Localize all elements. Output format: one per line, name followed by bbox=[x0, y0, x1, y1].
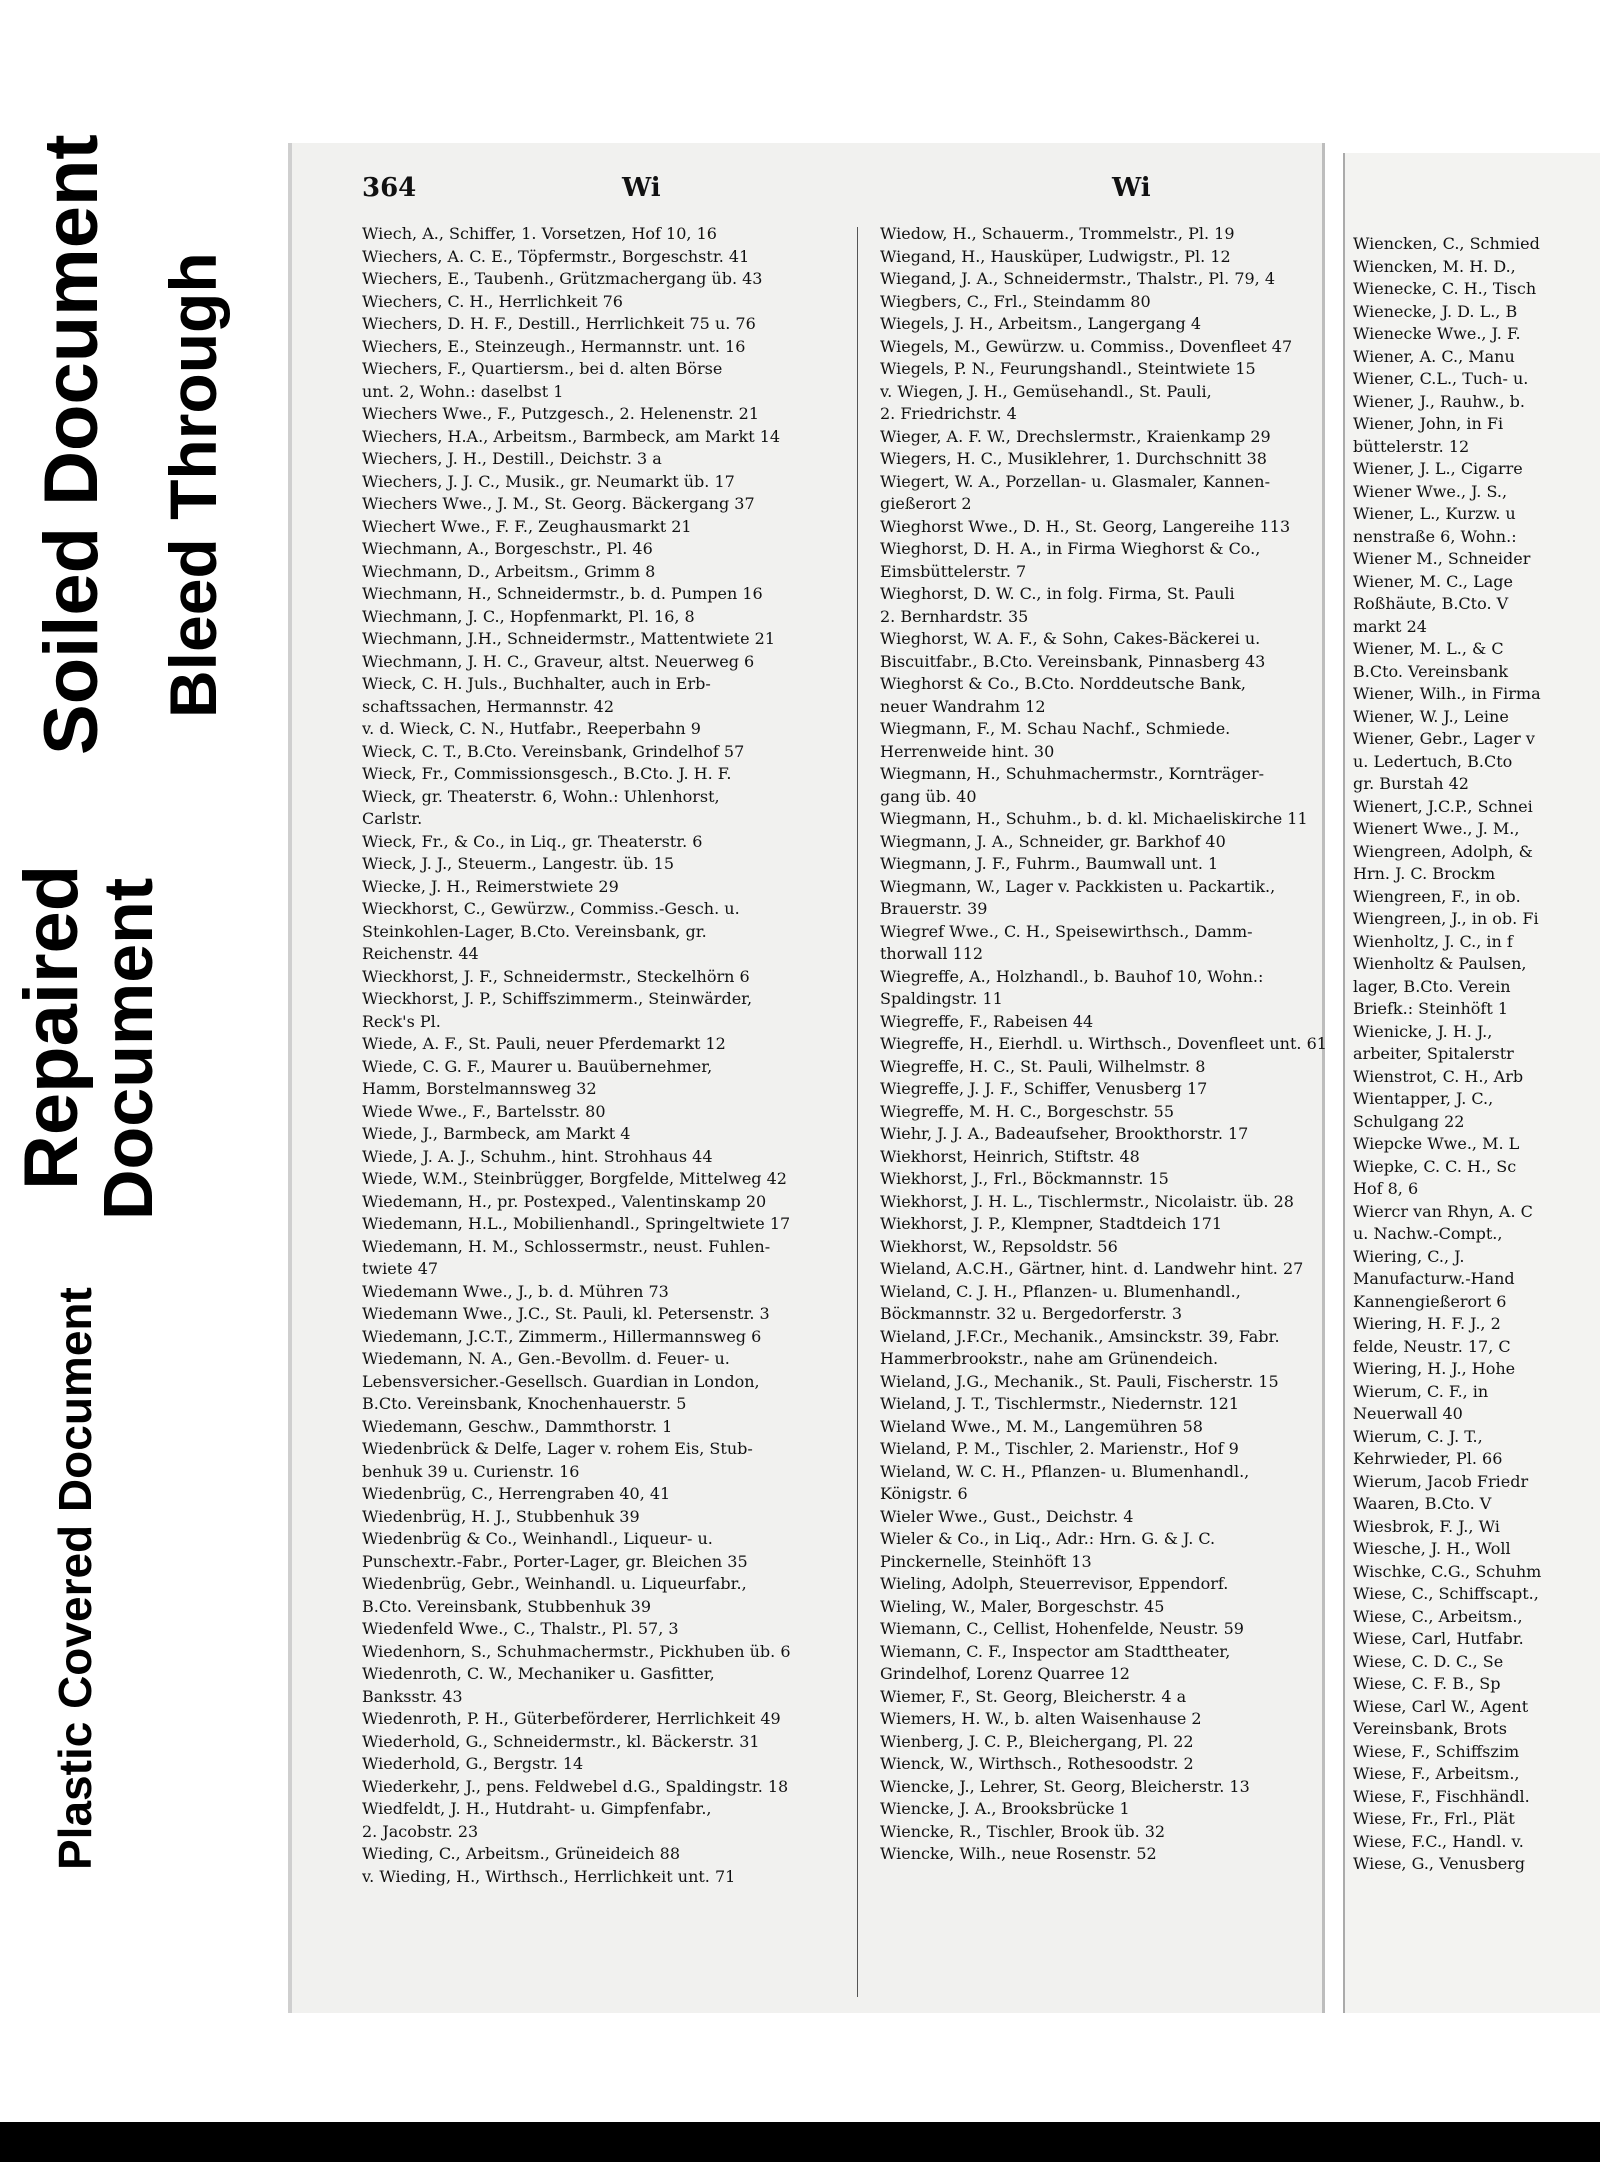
directory-entry-line: Wierum, C. J. T., bbox=[1353, 1426, 1483, 1446]
directory-entry-line: Wiese, Fr., Frl., Plät bbox=[1353, 1809, 1515, 1828]
directory-entry-line: Wieghorst, D. W. C., in folg. Firma, St. Pauli bbox=[880, 584, 1235, 603]
directory-entry-line: Wiekhorst, J., Frl., Böckmannstr. 15 bbox=[880, 1169, 1169, 1188]
directory-entry-line: Wiechers Wwe., F., Putzgesch., 2. Helenenstr. 21 bbox=[362, 404, 760, 423]
scan-bottom-edge bbox=[0, 2122, 1600, 2162]
directory-entry-line: Hrn. J. C. Brockm bbox=[1353, 864, 1496, 883]
directory-entry-line: Wiering, C., J. bbox=[1353, 1246, 1465, 1266]
directory-entry-line: Wiechmann, J. C., Hopfenmarkt, Pl. 16, 8 bbox=[362, 606, 695, 626]
directory-entry-line: Reck's Pl. bbox=[362, 1011, 441, 1031]
directory-entry-line: Wiener, M. C., Lage bbox=[1353, 571, 1513, 591]
directory-entry-line: Wiercr van Rhyn, A. C bbox=[1353, 1201, 1533, 1221]
directory-entry-line: Wiener, W. J., Leine bbox=[1353, 706, 1509, 726]
directory-entry-line: Wiemers, H. W., b. alten Waisenhause 2 bbox=[880, 1709, 1202, 1728]
directory-entry-line: Wiese, G., Venusberg bbox=[1353, 1854, 1526, 1873]
directory-entry-line: Wiegert, W. A., Porzellan- u. Glasmaler, Kannen- bbox=[880, 471, 1270, 491]
directory-entry-line: Wieck, gr. Theaterstr. 6, Wohn.: Uhlenhorst, bbox=[362, 786, 720, 806]
directory-entry-line: Wiengreen, J., in ob. Fi bbox=[1353, 909, 1539, 928]
directory-entry-line: Wiesche, J. H., Woll bbox=[1353, 1539, 1511, 1558]
directory-entry-line: Manufacturw.-Hand bbox=[1353, 1269, 1515, 1288]
directory-entry-line: Wienecke, J. D. L., B bbox=[1353, 301, 1518, 321]
directory-entry-line: v. d. Wieck, C. N., Hutfabr., Reeperbahn 9 bbox=[362, 719, 701, 738]
directory-entry-line: B.Cto. Vereinsbank, Stubbenhuk 39 bbox=[362, 1596, 651, 1616]
directory-entry-line: Wiegref Wwe., C. H., Speisewirthsch., Damm- bbox=[880, 921, 1253, 941]
directory-entry-line: Wiede, A. F., St. Pauli, neuer Pferdemarkt 12 bbox=[362, 1034, 726, 1053]
directory-entry-line: Wiencken, M. H. D., bbox=[1353, 256, 1516, 276]
directory-entry-line: Wiemann, C., Cellist, Hohenfelde, Neustr. 59 bbox=[880, 1619, 1244, 1638]
directory-entry-line: Wieland, P. M., Tischler, 2. Marienstr., Hof 9 bbox=[880, 1439, 1239, 1458]
directory-entry-line: Wieck, Fr., Commissionsgesch., B.Cto. J. H. F. bbox=[362, 764, 732, 783]
directory-entry-line: Wiedenroth, C. W., Mechaniker u. Gasfitter, bbox=[362, 1664, 715, 1683]
directory-entry-line: Hamm, Borstelmannsweg 32 bbox=[362, 1079, 597, 1098]
directory-entry-line: Wiepke, C. C. H., Sc bbox=[1353, 1156, 1517, 1176]
bleed-through-label: Bleed Through bbox=[156, 252, 230, 718]
directory-entry-line: Wiechers Wwe., J. M., St. Georg. Bäckergang 37 bbox=[362, 494, 755, 513]
directory-entry-line: Wiede, C. G. F., Maurer u. Bauübernehmer, bbox=[362, 1056, 713, 1076]
directory-entry-line: Wiegmann, J. F., Fuhrm., Baumwall unt. 1 bbox=[880, 854, 1219, 873]
column-right bbox=[880, 223, 1340, 1866]
directory-entry-line: Kehrwieder, Pl. 66 bbox=[1353, 1449, 1503, 1468]
directory-entry-line: Wiepcke Wwe., M. L bbox=[1353, 1134, 1520, 1153]
directory-entry-line: Wiedemann, N. A., Gen.-Bevollm. d. Feuer- u. bbox=[362, 1349, 730, 1368]
directory-entry-line: Böckmannstr. 32 u. Bergedorferstr. 3 bbox=[880, 1304, 1183, 1323]
directory-entry-line: lager, B.Cto. Verein bbox=[1353, 976, 1511, 996]
directory-entry-line: Wieland, J.F.Cr., Mechanik., Amsinckstr. 39, Fabr. bbox=[880, 1326, 1280, 1346]
directory-entry-line: Wiegmann, H., Schuhm., b. d. kl. Michaeliskirche 11 bbox=[880, 809, 1308, 828]
directory-entry-line: Wiedow, H., Schauerm., Trommelstr., Pl. 19 bbox=[880, 224, 1235, 243]
directory-entry-line: Wiener, M. L., & C bbox=[1353, 639, 1504, 658]
repaired-label-line-2: Document bbox=[89, 877, 167, 1220]
directory-entry-line: Wiener, J. L., Cigarre bbox=[1353, 459, 1523, 478]
directory-entry-line: Lebensversicher.-Gesellsch. Guardian in London, bbox=[362, 1371, 760, 1391]
directory-entry-line: Wiekhorst, J. P., Klempner, Stadtdeich 171 bbox=[880, 1214, 1223, 1233]
directory-entry-line: u. Nachw.-Compt., bbox=[1353, 1224, 1503, 1243]
directory-entry-line: Wieckhorst, J. F., Schneidermstr., Steckelhörn 6 bbox=[362, 966, 750, 986]
directory-entry-line: Hammerbrookstr., nahe am Grünendeich. bbox=[880, 1349, 1219, 1368]
directory-entry-line: Wieling, W., Maler, Borgeschstr. 45 bbox=[880, 1596, 1165, 1616]
directory-entry-line: Wientapper, J. C., bbox=[1353, 1089, 1494, 1108]
directory-entry-line: Wiese, C. F. B., Sp bbox=[1353, 1674, 1501, 1693]
directory-entry-line: Herrenweide hint. 30 bbox=[880, 741, 1055, 761]
directory-entry-line: Wiencke, R., Tischler, Brook üb. 32 bbox=[880, 1821, 1166, 1841]
directory-entry-line: Wiering, H. F. J., 2 bbox=[1353, 1314, 1501, 1333]
directory-entry-line: Wiegels, M., Gewürzw. u. Commiss., Dovenfleet 47 bbox=[880, 336, 1293, 356]
plastic-covered-label: Plastic Covered Document bbox=[49, 1287, 101, 1870]
directory-entry-line: Punschextr.-Fabr., Porter-Lager, gr. Bleichen 35 bbox=[362, 1551, 748, 1571]
directory-entry-line: Wiener, C.L., Tuch- u. bbox=[1353, 369, 1529, 388]
directory-entry-line: Wiedenroth, P. H., Güterbeförderer, Herrlichkeit 49 bbox=[362, 1709, 781, 1728]
directory-entry-line: Wiekhorst, J. H. L., Tischlermstr., Nicolaistr. üb. 28 bbox=[880, 1191, 1294, 1211]
directory-entry-line: Wiegmann, J. A., Schneider, gr. Barkhof 40 bbox=[880, 831, 1226, 851]
directory-entry-line: Wiegreffe, M. H. C., Borgeschstr. 55 bbox=[880, 1101, 1175, 1121]
directory-entry-line: Wiedemann, H., pr. Postexped., Valentinskamp 20 bbox=[362, 1191, 767, 1211]
directory-entry-line: Brauerstr. 39 bbox=[880, 899, 988, 918]
directory-entry-line: Wiederhold, G., Schneidermstr., kl. Bäckerstr. 31 bbox=[362, 1731, 760, 1751]
directory-entry-line: Wiekhorst, W., Repsoldstr. 56 bbox=[880, 1236, 1118, 1256]
directory-entry-line: Briefk.: Steinhöft 1 bbox=[1353, 999, 1509, 1018]
directory-entry-line: Wiechmann, D., Arbeitsm., Grimm 8 bbox=[362, 561, 656, 581]
directory-entry-line: Wieland Wwe., M. M., Langemühren 58 bbox=[880, 1416, 1203, 1436]
directory-entry-line: Wiegreffe, A., Holzhandl., b. Bauhof 10, Wohn.: bbox=[880, 966, 1264, 986]
directory-entry-line: Wienert Wwe., J. M., bbox=[1353, 819, 1520, 838]
directory-entry-line: Spaldingstr. 11 bbox=[880, 989, 1003, 1008]
directory-entry-line: Wiechers, J. H., Destill., Deichstr. 3 a bbox=[362, 449, 662, 468]
directory-entry-line: Wieck, C. H. Juls., Buchhalter, auch in Erb- bbox=[362, 674, 711, 693]
directory-entry-line: Wiencke, Wilh., neue Rosenstr. 52 bbox=[880, 1844, 1157, 1863]
directory-entry-line: nenstraße 6, Wohn.: bbox=[1353, 526, 1517, 546]
directory-entry-line: Carlstr. bbox=[362, 809, 423, 828]
directory-entry-line: arbeiter, Spitalerstr bbox=[1353, 1044, 1514, 1063]
directory-entry-line: twiete 47 bbox=[362, 1259, 439, 1278]
directory-entry-line: Wiesbrok, F. J., Wi bbox=[1353, 1516, 1500, 1536]
directory-entry-line: Wiegreffe, F., Rabeisen 44 bbox=[880, 1011, 1094, 1031]
directory-entry-line: Wiedenbrüg & Co., Weinhandl., Liqueur- u. bbox=[362, 1529, 713, 1548]
directory-entry-line: gr. Burstah 42 bbox=[1353, 774, 1469, 793]
directory-entry-line: Wiedenbrüg, C., Herrengraben 40, 41 bbox=[362, 1484, 671, 1503]
directory-entry-line: Wienholtz & Paulsen, bbox=[1353, 954, 1527, 973]
directory-entry-line: Wiener, L., Kurzw. u bbox=[1353, 504, 1516, 523]
directory-entry-line: Wiechers, D. H. F., Destill., Herrlichkeit 75 u. 76 bbox=[362, 314, 756, 333]
directory-entry-line: Wiener Wwe., J. S., bbox=[1353, 481, 1508, 501]
directory-entry-line: Wischke, C.G., Schuhm bbox=[1353, 1561, 1542, 1581]
directory-entry-line: Wieler Wwe., Gust., Deichstr. 4 bbox=[880, 1506, 1134, 1526]
directory-entry-line: Wieland, W. C. H., Pflanzen- u. Blumenhandl., bbox=[880, 1461, 1250, 1481]
directory-entry-line: Wiegmann, W., Lager v. Packkisten u. Packartik., bbox=[880, 876, 1276, 896]
directory-entry-line: Wiegbers, C., Frl., Steindamm 80 bbox=[880, 291, 1151, 311]
directory-entry-line: Wieckhorst, J. P., Schiffszimmerm., Steinwärder, bbox=[362, 989, 753, 1008]
directory-entry-line: Biscuitfabr., B.Cto. Vereinsbank, Pinnasberg 43 bbox=[880, 651, 1266, 671]
directory-entry-line: Eimsbüttelerstr. 7 bbox=[880, 561, 1027, 581]
directory-entry-line: Neuerwall 40 bbox=[1353, 1404, 1463, 1423]
directory-entry-line: Wiede Wwe., F., Bartelsstr. 80 bbox=[362, 1101, 606, 1121]
directory-entry-line: Wiecke, J. H., Reimerstwiete 29 bbox=[362, 876, 619, 896]
directory-entry-line: 2. Friedrichstr. 4 bbox=[880, 404, 1017, 423]
directory-entry-line: Wiegreffe, H., Eierhdl. u. Wirthsch., Dovenfleet unt. 61 bbox=[880, 1034, 1327, 1053]
directory-entry-line: Wiechmann, A., Borgeschstr., Pl. 46 bbox=[362, 539, 653, 558]
directory-entry-line: Wiegand, J. A., Schneidermstr., Thalstr., Pl. 79, 4 bbox=[880, 269, 1276, 288]
directory-entry-line: Wieck, Fr., & Co., in Liq., gr. Theaterstr. 6 bbox=[362, 831, 703, 851]
directory-entry-line: Wiener, A. C., Manu bbox=[1353, 346, 1515, 366]
directory-entry-line: Wiechers, C. H., Herrlichkeit 76 bbox=[362, 291, 623, 311]
directory-entry-line: Wieck, J. J., Steuerm., Langestr. üb. 15 bbox=[362, 854, 675, 873]
directory-entry-line: Wienecke Wwe., J. F. bbox=[1353, 324, 1521, 343]
directory-entry-line: neuer Wandrahm 12 bbox=[880, 696, 1046, 716]
directory-entry-line: Vereinsbank, Brots bbox=[1353, 1719, 1507, 1738]
directory-entry-line: Wiemer, F., St. Georg, Bleicherstr. 4 a bbox=[880, 1686, 1187, 1706]
directory-entry-line: Wierum, C. F., in bbox=[1353, 1381, 1489, 1401]
directory-entry-line: thorwall 112 bbox=[880, 944, 984, 963]
directory-entry-line: Wiese, Carl W., Agent bbox=[1353, 1696, 1529, 1716]
directory-entry-line: Hof 8, 6 bbox=[1353, 1179, 1419, 1198]
directory-entry-line: benhuk 39 u. Curienstr. 16 bbox=[362, 1461, 580, 1481]
directory-entry-line: Wiegels, P. N., Feurungshandl., Steintwiete 15 bbox=[880, 359, 1256, 378]
directory-entry-line: Wieland, J.G., Mechanik., St. Pauli, Fischerstr. 15 bbox=[880, 1371, 1279, 1391]
directory-entry-line: Wiencke, J. A., Brooksbrücke 1 bbox=[880, 1799, 1130, 1818]
directory-entry-line: Kannengießerort 6 bbox=[1353, 1291, 1507, 1311]
directory-entry-line: Wienholtz, J. C., in f bbox=[1353, 931, 1513, 951]
directory-entry-line: Wiedenhorn, S., Schuhmachermstr., Pickhuben üb. 6 bbox=[362, 1641, 791, 1661]
directory-entry-line: Wiekhorst, Heinrich, Stiftstr. 48 bbox=[880, 1146, 1140, 1166]
page-number: 364 bbox=[362, 173, 417, 203]
directory-entry-line: Wiese, F., Schiffszim bbox=[1353, 1741, 1520, 1761]
directory-entry-line: Wienberg, J. C. P., Bleichergang, Pl. 22 bbox=[880, 1731, 1194, 1751]
directory-entry-line: Wiechers, F., Quartiersm., bei d. alten Börse bbox=[362, 359, 723, 378]
directory-entry-line: Wiese, C., Arbeitsm., bbox=[1353, 1606, 1523, 1626]
directory-entry-line: Wieland, A.C.H., Gärtner, hint. d. Landwehr hint. 27 bbox=[880, 1259, 1304, 1278]
directory-entry-line: Wienck, W., Wirthsch., Rothesoodstr. 2 bbox=[880, 1754, 1194, 1773]
directory-page bbox=[288, 143, 1325, 2013]
directory-entry-line: Wiencken, C., Schmied bbox=[1353, 234, 1540, 253]
directory-entry-line: Wiese, C. D. C., Se bbox=[1353, 1651, 1504, 1671]
directory-entry-line: Wiener, John, in Fi bbox=[1353, 414, 1504, 433]
facing-page-fragment bbox=[1343, 153, 1600, 2013]
directory-entry-line: Wiedfeldt, J. H., Hutdraht- u. Gimpfenfabr., bbox=[362, 1799, 712, 1818]
running-head-right: Wi bbox=[1112, 173, 1151, 203]
directory-entry-line: Wiegreffe, J. J. F., Schiffer, Venusberg 17 bbox=[880, 1079, 1208, 1098]
directory-entry-line: Wienicke, J. H. J., bbox=[1353, 1021, 1493, 1041]
directory-entry-line: B.Cto. Vereinsbank, Knochenhauerstr. 5 bbox=[362, 1394, 687, 1413]
directory-entry-line: Wiedemann, H.L., Mobilienhandl., Springeltwiete 17 bbox=[362, 1214, 791, 1233]
directory-entry-line: Wiede, J. A. J., Schuhm., hint. Strohhaus 44 bbox=[362, 1146, 713, 1166]
directory-entry-line: Wiese, C., Schiffscapt., bbox=[1353, 1584, 1539, 1603]
directory-entry-line: Wiedenbrüg, H. J., Stubbenhuk 39 bbox=[362, 1506, 640, 1526]
directory-entry-line: Reichenstr. 44 bbox=[362, 944, 479, 963]
directory-entry-line: Wiedemann Wwe., J.C., St. Pauli, kl. Petersenstr. 3 bbox=[362, 1304, 770, 1323]
directory-entry-line: Wiering, H. J., Hohe bbox=[1353, 1359, 1516, 1378]
directory-entry-line: Wiedemann Wwe., J., b. d. Mühren 73 bbox=[362, 1281, 669, 1301]
directory-entry-line: Wiener, J., Rauhw., b. bbox=[1353, 391, 1525, 411]
directory-entry-line: Wiedemann, J.C.T., Zimmerm., Hillermannsweg 6 bbox=[362, 1326, 762, 1346]
directory-entry-line: Wiener, Wilh., in Firma bbox=[1353, 684, 1541, 703]
directory-entry-line: Wierum, Jacob Friedr bbox=[1353, 1471, 1529, 1491]
directory-entry-line: Wiengreen, Adolph, & bbox=[1353, 841, 1533, 861]
directory-entry-line: Wieghorst, W. A. F., & Sohn, Cakes-Bäckerei u. bbox=[880, 629, 1261, 648]
directory-entry-line: Wiegels, J. H., Arbeitsm., Langergang 4 bbox=[880, 314, 1202, 333]
directory-entry-line: Wieck, C. T., B.Cto. Vereinsbank, Grindelhof 57 bbox=[362, 741, 745, 761]
directory-entry-line: Wieghorst, D. H. A., in Firma Wieghorst & Co., bbox=[880, 539, 1261, 558]
directory-entry-line: u. Ledertuch, B.Cto bbox=[1353, 751, 1513, 771]
directory-entry-line: Wieghorst Wwe., D. H., St. Georg, Langereihe 113 bbox=[880, 516, 1291, 536]
directory-entry-line: schaftssachen, Hermannstr. 42 bbox=[362, 696, 614, 716]
directory-entry-line: B.Cto. Vereinsbank bbox=[1353, 661, 1509, 681]
directory-entry-line: Wienert, J.C.P., Schnei bbox=[1353, 796, 1533, 816]
directory-entry-line: v. Wieding, H., Wirthsch., Herrlichkeit unt. 71 bbox=[362, 1866, 736, 1886]
repaired-label-line-1: Repaired bbox=[9, 864, 94, 1190]
directory-entry-line: 2. Jacobstr. 23 bbox=[362, 1821, 479, 1841]
directory-entry-line: Wieckhorst, C., Gewürzw., Commiss.-Gesch. u. bbox=[362, 899, 740, 918]
directory-entry-line: Wieland, J. T., Tischlermstr., Niedernstr. 121 bbox=[880, 1394, 1239, 1413]
directory-entry-line: Wiegers, H. C., Musiklehrer, 1. Durchschnitt 38 bbox=[880, 449, 1267, 468]
directory-entry-line: Wiechers, A. C. E., Töpfermstr., Borgeschstr. 41 bbox=[362, 246, 750, 266]
directory-entry-line: büttelerstr. 12 bbox=[1353, 436, 1470, 456]
directory-entry-line: Wiechmann, H., Schneidermstr., b. d. Pumpen 16 bbox=[362, 584, 763, 603]
directory-entry-line: Wiederkehr, J., pens. Feldwebel d.G., Spaldingstr. 18 bbox=[362, 1776, 789, 1796]
directory-entry-line: Wiechers, E., Taubenh., Grützmachergang üb. 43 bbox=[362, 269, 763, 288]
column-facing bbox=[1353, 233, 1600, 1876]
directory-entry-line: Wiegmann, F., M. Schau Nachf., Schmiede. bbox=[880, 719, 1231, 738]
directory-entry-line: Wieger, A. F. W., Drechslermstr., Kraienkamp 29 bbox=[880, 426, 1271, 446]
directory-entry-line: Wieding, C., Arbeitsm., Grüneideich 88 bbox=[362, 1844, 681, 1863]
directory-entry-line: Wiedemann, Geschw., Dammthorstr. 1 bbox=[362, 1416, 673, 1436]
directory-entry-line: Banksstr. 43 bbox=[362, 1686, 463, 1706]
directory-entry-line: Roßhäute, B.Cto. V bbox=[1353, 594, 1509, 613]
directory-entry-line: v. Wiegen, J. H., Gemüsehandl., St. Pauli, bbox=[880, 381, 1212, 401]
directory-entry-line: Wiedenbrüg, Gebr., Weinhandl. u. Liqueurfabr., bbox=[362, 1574, 747, 1593]
directory-entry-line: Wiener M., Schneider bbox=[1353, 549, 1531, 568]
directory-entry-line: Königstr. 6 bbox=[880, 1484, 968, 1503]
directory-entry-line: Wiese, F., Arbeitsm., bbox=[1353, 1764, 1520, 1783]
directory-entry-line: Wiechers, H.A., Arbeitsm., Barmbeck, am Markt 14 bbox=[362, 426, 781, 446]
directory-entry-line: Wiedemann, H. M., Schlossermstr., neust. Fuhlen- bbox=[362, 1236, 771, 1256]
directory-entry-line: Steinkohlen-Lager, B.Cto. Vereinsbank, gr. bbox=[362, 921, 707, 941]
directory-entry-line: unt. 2, Wohn.: daselbst 1 bbox=[362, 381, 564, 401]
directory-entry-line: gang üb. 40 bbox=[880, 786, 977, 806]
directory-entry-line: Wiese, Carl, Hutfabr. bbox=[1353, 1629, 1524, 1648]
directory-entry-line: Wiengreen, F., in ob. bbox=[1353, 886, 1521, 906]
running-head-left: Wi bbox=[622, 173, 661, 203]
directory-entry-line: 2. Bernhardstr. 35 bbox=[880, 606, 1029, 626]
directory-entry-line: markt 24 bbox=[1353, 616, 1427, 636]
directory-entry-line: Schulgang 22 bbox=[1353, 1111, 1465, 1131]
directory-entry-line: Wienecke, C. H., Tisch bbox=[1353, 279, 1537, 298]
directory-entry-line: Wieling, Adolph, Steuerrevisor, Eppendorf. bbox=[880, 1574, 1229, 1593]
directory-entry-line: Wiese, F., Fischhändl. bbox=[1353, 1786, 1530, 1806]
directory-entry-line: Wiese, F.C., Handl. v. bbox=[1353, 1831, 1524, 1851]
directory-entry-line: Wiener, Gebr., Lager v bbox=[1353, 729, 1535, 748]
directory-entry-line: Wiede, J., Barmbeck, am Markt 4 bbox=[362, 1124, 631, 1143]
directory-entry-line: Wiechers, E., Steinzeugh., Hermannstr. unt. 16 bbox=[362, 336, 746, 356]
directory-entry-line: Wiech, A., Schiffer, 1. Vorsetzen, Hof 10, 16 bbox=[362, 224, 717, 243]
directory-entry-line: Pinckernelle, Steinhöft 13 bbox=[880, 1551, 1092, 1571]
directory-entry-line: Wiedenfeld Wwe., C., Thalstr., Pl. 57, 3 bbox=[362, 1619, 679, 1638]
scanned-sheet bbox=[248, 133, 1600, 2023]
directory-entry-line: Grindelhof, Lorenz Quarree 12 bbox=[880, 1664, 1130, 1683]
directory-entry-line: Wieler & Co., in Liq., Adr.: Hrn. G. & J. C. bbox=[880, 1529, 1216, 1548]
directory-entry-line: Wieland, C. J. H., Pflanzen- u. Blumenhandl., bbox=[880, 1281, 1241, 1301]
directory-entry-line: Wiederhold, G., Bergstr. 14 bbox=[362, 1754, 584, 1773]
soiled-document-label: Soiled Document bbox=[29, 134, 114, 755]
directory-entry-line: Wieghorst & Co., B.Cto. Norddeutsche Bank, bbox=[880, 674, 1246, 693]
directory-entry-line: Wiegreffe, H. C., St. Pauli, Wilhelmstr. 8 bbox=[880, 1056, 1206, 1076]
column-left bbox=[362, 223, 817, 1888]
column-divider bbox=[857, 227, 858, 1997]
directory-entry-line: Wiechmann, J.H., Schneidermstr., Mattentwiete 21 bbox=[362, 629, 776, 648]
directory-entry-line: Wiegmann, H., Schuhmachermstr., Kornträger- bbox=[880, 764, 1265, 783]
directory-entry-line: Wiehr, J. J. A., Badeaufseher, Brookthorstr. 17 bbox=[880, 1124, 1249, 1143]
directory-entry-line: Wiencke, J., Lehrer, St. Georg, Bleicherstr. 13 bbox=[880, 1776, 1250, 1796]
directory-entry-line: Wiede, W.M., Steinbrügger, Borgfelde, Mittelweg 42 bbox=[362, 1169, 787, 1188]
directory-entry-line: Wiegand, H., Hausküper, Ludwigstr., Pl. 12 bbox=[880, 246, 1231, 266]
directory-entry-line: felde, Neustr. 17, C bbox=[1353, 1336, 1511, 1356]
directory-entry-line: Wiechert Wwe., F. F., Zeughausmarkt 21 bbox=[362, 516, 692, 536]
directory-entry-line: Wiechmann, J. H. C., Graveur, altst. Neuerweg 6 bbox=[362, 651, 755, 671]
directory-entry-line: Wiedenbrück & Delfe, Lager v. rohem Eis, Stub- bbox=[362, 1439, 753, 1458]
directory-entry-line: Wiechers, J. J. C., Musik., gr. Neumarkt üb. 17 bbox=[362, 471, 735, 491]
directory-entry-line: Waaren, B.Cto. V bbox=[1353, 1494, 1492, 1513]
directory-entry-line: Wiemann, C. F., Inspector am Stadttheater, bbox=[880, 1641, 1231, 1661]
directory-entry-line: gießerort 2 bbox=[880, 494, 972, 513]
directory-entry-line: Wienstrot, C. H., Arb bbox=[1353, 1066, 1524, 1086]
